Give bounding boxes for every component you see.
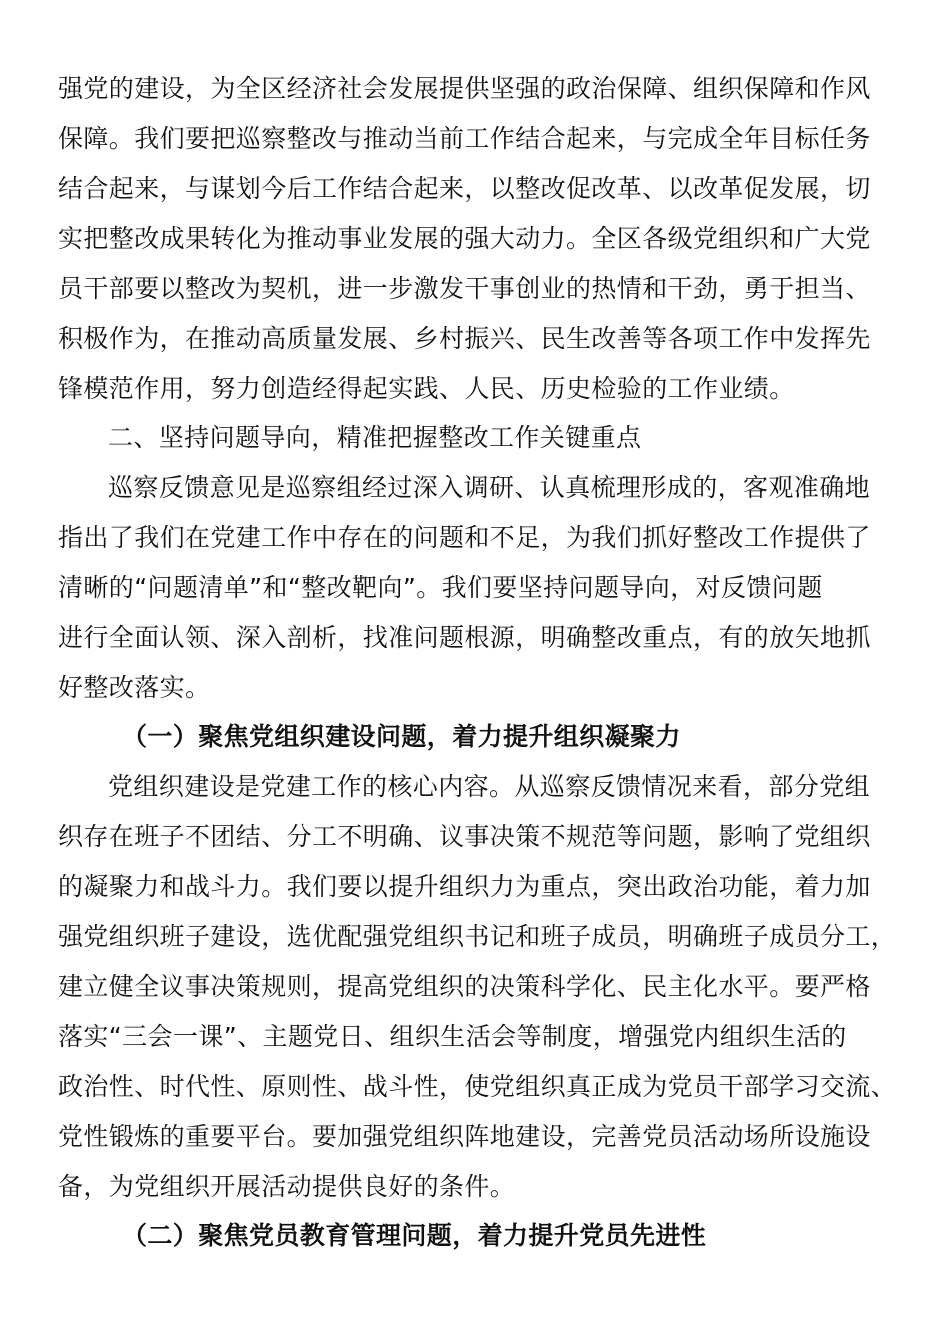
body-text-line: 保障。我们要把巡察整改与推动当前工作结合起来，与完成全年目标任务 xyxy=(58,124,871,153)
body-text-line: 强党的建设，为全区经济社会发展提供坚强的政治保障、组织保障和作风 xyxy=(58,74,871,103)
body-text-line: 指出了我们在党建工作中存在的问题和不足，为我们抓好整改工作提供了 xyxy=(58,523,871,552)
body-text-line: 强党组织班子建设，选优配强党组织书记和班子成员，明确班子成员分工， xyxy=(58,922,897,951)
body-text-line: 积极作为，在推动高质量发展、乡村振兴、民生改善等各项工作中发挥先 xyxy=(58,324,871,353)
body-text-line: 党性锻炼的重要平台。要加强党组织阵地建设，完善党员活动场所设施设 xyxy=(58,1122,871,1151)
subsection-one-title: （一）聚焦党组织建设问题，着力提升组织凝聚力 xyxy=(122,722,681,751)
body-text-line: 锋模范作用，努力创造经得起实践、人民、历史检验的工作业绩。 xyxy=(58,374,795,403)
body-text-line: 建立健全议事决策规则，提高党组织的决策科学化、民主化水平。要严格 xyxy=(58,972,871,1001)
body-text-line: 结合起来，与谋划今后工作结合起来，以整改促改革、以改革促发展，切 xyxy=(58,174,871,203)
body-text-line: 政治性、时代性、原则性、战斗性，使党组织真正成为党员干部学习交流、 xyxy=(58,1072,897,1101)
body-text-line: 的凝聚力和战斗力。我们要以提升组织力为重点，突出政治功能，着力加 xyxy=(58,872,871,901)
body-text-line: 实把整改成果转化为推动事业发展的强大动力。全区各级党组织和广大党 xyxy=(58,224,871,253)
body-text-line: 员干部要以整改为契机，进一步激发干事创业的热情和干劲，勇于担当、 xyxy=(58,274,871,303)
section-two-title: 二、坚持问题导向，精准把握整改工作关键重点 xyxy=(108,423,642,452)
subsection-two-title: （二）聚焦党员教育管理问题，着力提升党员先进性 xyxy=(122,1221,707,1250)
body-text-line: 党组织建设是党建工作的核心内容。从巡察反馈情况来看，部分党组 xyxy=(108,772,871,801)
body-text-line: 巡察反馈意见是巡察组经过深入调研、认真梳理形成的，客观准确地 xyxy=(108,473,871,502)
body-text-line: 落实“三会一课”、主题党日、组织生活会等制度，增强党内组织生活的 xyxy=(58,1022,847,1051)
body-text-line: 备，为党组织开展活动提供良好的条件。 xyxy=(58,1172,516,1201)
body-text-line: 好整改落实。 xyxy=(58,673,211,702)
body-text-line: 进行全面认领、深入剖析，找准问题根源，明确整改重点，有的放矢地抓 xyxy=(58,623,871,652)
body-text-line: 织存在班子不团结、分工不明确、议事决策不规范等问题，影响了党组织 xyxy=(58,822,871,851)
body-text-line: 清晰的“问题清单”和“整改靶向”。我们要坚持问题导向，对反馈问题 xyxy=(58,573,823,602)
